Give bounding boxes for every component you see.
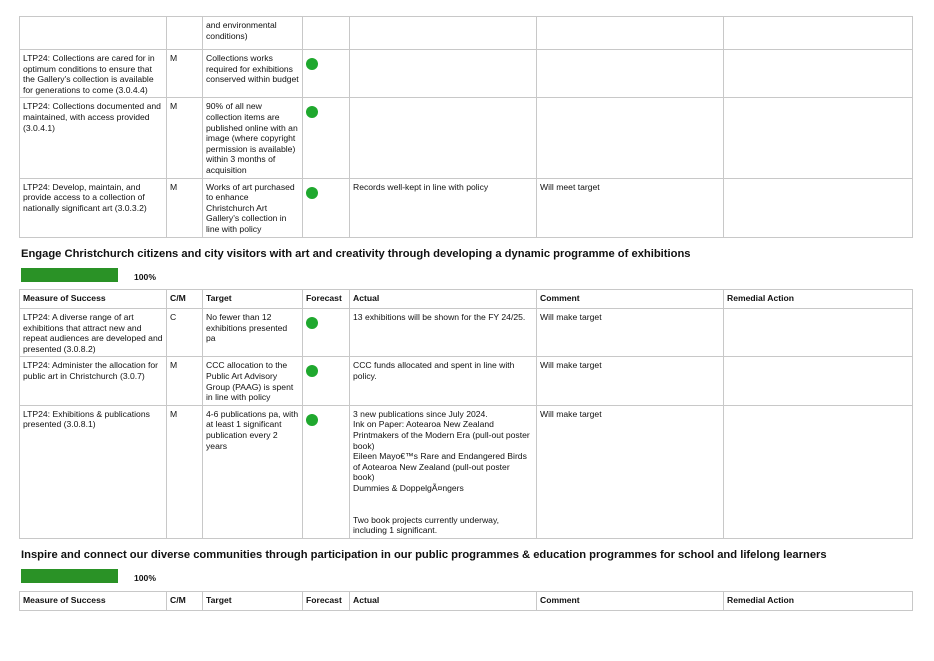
- forecast-cell: [303, 178, 350, 237]
- header-cm: C/M: [167, 592, 203, 611]
- actual-cell: 13 exhibitions will be shown for the FY 24/25.: [350, 309, 537, 357]
- remedial-cell: [724, 98, 913, 178]
- target-cell: Works of art purchased to enhance Christchurch Art Gallery's collection in line with policy: [203, 178, 303, 237]
- cm-cell: C: [167, 309, 203, 357]
- cm-cell: M: [167, 357, 203, 405]
- comment-cell: [537, 17, 724, 50]
- exhibitions-table: [19, 289, 913, 539]
- measure-cell: LTP24: Collections are cared for in optimum conditions to ensure that the Gallery's collection is available for generations to come (3.0.4.4): [20, 50, 167, 98]
- target-cell: 4-6 publications pa, with at least 1 significant publication every 2 years: [203, 405, 303, 538]
- target-cell: 90% of all new collection items are published online with an image (where copyright permission is available) within 3 months of acquisition: [203, 98, 303, 178]
- remedial-cell: [724, 309, 913, 357]
- header-remedial: Remedial Action: [724, 592, 913, 611]
- header-forecast: Forecast: [303, 290, 350, 309]
- actual-cell: CCC funds allocated and spent in line with policy.: [350, 357, 537, 405]
- green-status-icon: [306, 187, 318, 199]
- measure-cell: LTP24: Collections documented and maintained, with access provided (3.0.4.1): [20, 98, 167, 178]
- actual-cell: [350, 17, 537, 50]
- measure-cell: LTP24: Develop, maintain, and provide access to a collection of nationally significant art (3.0.3.2): [20, 178, 167, 237]
- actual-cell: [350, 98, 537, 178]
- target-cell: and environmental conditions): [203, 17, 303, 50]
- header-forecast: Forecast: [303, 592, 350, 611]
- progress-percent: 100%: [134, 272, 156, 282]
- target-cell: CCC allocation to the Public Art Advisory Group (PAAG) is spent in line with policy: [203, 357, 303, 405]
- measure-cell: LTP24: Exhibitions & publications presented (3.0.8.1): [20, 405, 167, 538]
- header-comment: Comment: [537, 290, 724, 309]
- table-row: [20, 17, 913, 50]
- table-row: [20, 98, 913, 178]
- comment-cell: Will make target: [537, 357, 724, 405]
- target-cell: Collections works required for exhibitions conserved within budget: [203, 50, 303, 98]
- cm-cell: M: [167, 98, 203, 178]
- actual-cell: Records well-kept in line with policy: [350, 178, 537, 237]
- collections-table: [19, 16, 913, 238]
- measure-cell: [20, 17, 167, 50]
- header-remedial: Remedial Action: [724, 290, 913, 309]
- green-status-icon: [306, 414, 318, 426]
- comment-cell: Will make target: [537, 405, 724, 538]
- header-actual: Actual: [350, 592, 537, 611]
- section-title-exhibitions: Engage Christchurch citizens and city visitors with art and creativity through developing a dynamic programme of exhibitions: [21, 248, 691, 260]
- cm-cell: M: [167, 50, 203, 98]
- forecast-cell: [303, 405, 350, 538]
- comment-cell: [537, 98, 724, 178]
- actual-cell: [350, 50, 537, 98]
- section-title-programmes: Inspire and connect our diverse communities through participation in our public programmes & education programmes for school and lifelong learners: [21, 549, 827, 561]
- progress-bar: [21, 268, 118, 282]
- header-cm: C/M: [167, 290, 203, 309]
- header-actual: Actual: [350, 290, 537, 309]
- header-measure: Measure of Success: [20, 290, 167, 309]
- measure-cell: LTP24: Administer the allocation for public art in Christchurch (3.0.7): [20, 357, 167, 405]
- green-status-icon: [306, 365, 318, 377]
- progress-fill: [21, 569, 118, 583]
- table-row: [20, 178, 913, 237]
- green-status-icon: [306, 58, 318, 70]
- table-header-row: [20, 592, 913, 611]
- table-header-row: [20, 290, 913, 309]
- progress-fill: [21, 268, 118, 282]
- remedial-cell: [724, 178, 913, 237]
- green-status-icon: [306, 317, 318, 329]
- forecast-cell: [303, 357, 350, 405]
- header-measure: Measure of Success: [20, 592, 167, 611]
- green-status-icon: [306, 106, 318, 118]
- header-target: Target: [203, 592, 303, 611]
- cm-cell: M: [167, 178, 203, 237]
- programmes-table: [19, 591, 913, 611]
- forecast-cell: [303, 17, 350, 50]
- comment-cell: Will make target: [537, 309, 724, 357]
- table-row: [20, 309, 913, 357]
- remedial-cell: [724, 50, 913, 98]
- table-row: [20, 357, 913, 405]
- table-row: [20, 50, 913, 98]
- actual-cell: 3 new publications since July 2024. Ink on Paper: Aotearoa New Zealand Printmakers of the Modern Era (pull-out poster book) Eileen Mayo€™s Rare and Endangered Birds of Aotearoa New Zealand (pull-out poster book) Dummies & DoppelgÃ¤ngers Two book projects currently underway, including 1 significant.: [350, 405, 537, 538]
- progress-percent: 100%: [134, 573, 156, 583]
- forecast-cell: [303, 50, 350, 98]
- forecast-cell: [303, 309, 350, 357]
- table-row: [20, 405, 913, 538]
- remedial-cell: [724, 17, 913, 50]
- comment-cell: [537, 50, 724, 98]
- header-target: Target: [203, 290, 303, 309]
- remedial-cell: [724, 405, 913, 538]
- comment-cell: Will meet target: [537, 178, 724, 237]
- header-comment: Comment: [537, 592, 724, 611]
- target-cell: No fewer than 12 exhibitions presented pa: [203, 309, 303, 357]
- cm-cell: M: [167, 405, 203, 538]
- remedial-cell: [724, 357, 913, 405]
- measure-cell: LTP24: A diverse range of art exhibitions that attract new and repeat audiences are developed and presented (3.0.8.2): [20, 309, 167, 357]
- forecast-cell: [303, 98, 350, 178]
- cm-cell: [167, 17, 203, 50]
- progress-bar: [21, 569, 118, 583]
